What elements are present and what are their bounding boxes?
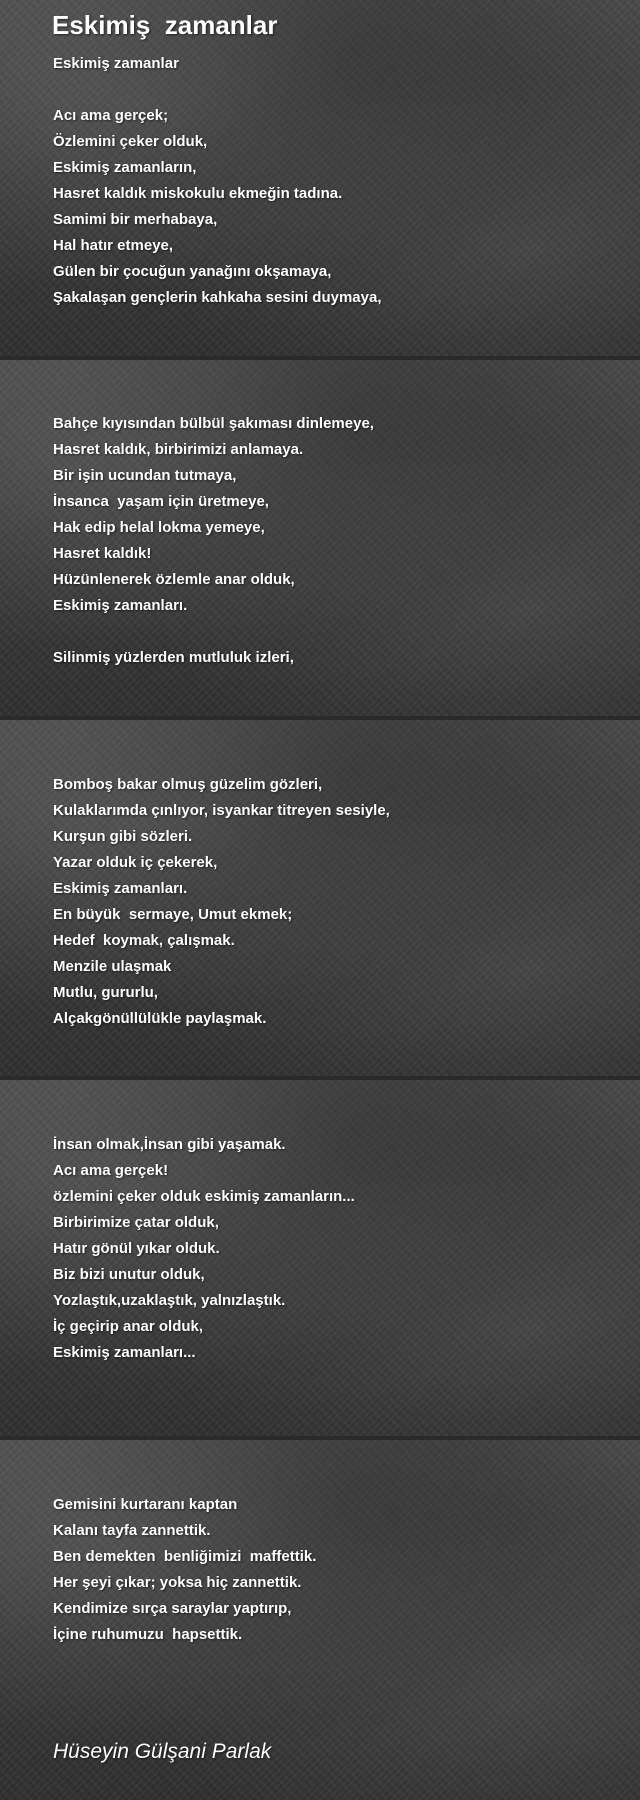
poem-line: En büyük sermaye, Umut ekmek;	[53, 906, 293, 923]
poem-line: Hedef koymak, çalışmak.	[53, 932, 235, 949]
poem-line: Gülen bir çocuğun yanağını okşamaya,	[53, 263, 332, 280]
poem-author: Hüseyin Gülşani Parlak	[53, 1740, 272, 1763]
poem-line: Bomboş bakar olmuş güzelim gözleri,	[53, 776, 323, 793]
poem-panel-4	[0, 1080, 640, 1436]
poem-line: Bahçe kıyısından bülbül şakıması dinlemeye,	[53, 415, 374, 432]
poem-line: özlemini çeker olduk eskimiş zamanların...	[53, 1188, 355, 1205]
poem-title: Eskimiş zamanlar	[52, 10, 278, 40]
poem-line: İnsanca yaşam için üretmeye,	[53, 493, 269, 510]
stanza-2	[53, 411, 374, 671]
poem-line: İç geçirip anar olduk,	[53, 1318, 204, 1335]
poem-line: Ben demekten benliğimizi maffettik.	[53, 1548, 317, 1565]
poem-line: Şakalaşan gençlerin kahkaha sesini duymaya,	[53, 289, 382, 306]
poem-panel-3	[0, 720, 640, 1076]
stanza-1	[53, 51, 382, 311]
poem-line: Acı ama gerçek;	[53, 107, 169, 124]
poem-line: Hatır gönül yıkar olduk.	[53, 1240, 220, 1257]
stanza-5	[53, 1492, 316, 1648]
poem-line: Bir işin ucundan tutmaya,	[53, 467, 237, 484]
poem-line: Her şeyi çıkar; yoksa hiç zannettik.	[53, 1574, 302, 1591]
poem-line: Hasret kaldık miskokulu ekmeğin tadına.	[53, 185, 343, 202]
poem-line: Yazar olduk iç çekerek,	[53, 854, 218, 871]
poem-line: Eskimiş zamanları.	[53, 597, 188, 614]
poem-line: Kulaklarımda çınlıyor, isyankar titreyen sesiyle,	[53, 802, 390, 819]
poem-line: Özlemini çeker olduk,	[53, 133, 208, 150]
stanza-4	[53, 1132, 355, 1366]
poem-line: Kurşun gibi sözleri.	[53, 828, 193, 845]
poem-line: Yozlaştık,uzaklaştık, yalnızlaştık.	[53, 1292, 286, 1309]
poem-line: Gemisini kurtaranı kaptan	[53, 1496, 238, 1513]
poem-line: İçine ruhumuzu hapsettik.	[53, 1626, 243, 1643]
poem-line: Birbirimize çatar olduk,	[53, 1214, 219, 1231]
poem-line: Biz bizi unutur olduk,	[53, 1266, 205, 1283]
poem-panel-2	[0, 360, 640, 716]
poem-line: Silinmiş yüzlerden mutluluk izleri,	[53, 649, 294, 666]
poem-panel-1	[0, 0, 640, 356]
poem-line: Hüzünlenerek özlemle anar olduk,	[53, 571, 295, 588]
poem-line: Kendimize sırça saraylar yaptırıp,	[53, 1600, 292, 1617]
poem-panel-5	[0, 1440, 640, 1800]
poem-line: Eskimiş zamanlar	[53, 55, 179, 72]
poem-line	[53, 77, 382, 103]
poem-line: Kalanı tayfa zannettik.	[53, 1522, 211, 1539]
poem-line: Eskimiş zamanların,	[53, 159, 197, 176]
poem-line: Menzile ulaşmak	[53, 958, 172, 975]
poem-line: Hasret kaldık, birbirimizi anlamaya.	[53, 441, 304, 458]
poem-line: Eskimiş zamanları.	[53, 880, 188, 897]
poem-line: Hasret kaldık!	[53, 545, 152, 562]
poem-line: Eskimiş zamanları...	[53, 1344, 196, 1361]
poem-line: Acı ama gerçek!	[53, 1162, 169, 1179]
stanza-3	[53, 772, 390, 1032]
poem-line: Mutlu, gururlu,	[53, 984, 158, 1001]
poem-line: Alçakgönüllülükle paylaşmak.	[53, 1010, 267, 1027]
poem-line: İnsan olmak,İnsan gibi yaşamak.	[53, 1136, 286, 1153]
poem-line	[53, 619, 374, 645]
poem-line: Hak edip helal lokma yemeye,	[53, 519, 265, 536]
poem-line: Samimi bir merhabaya,	[53, 211, 218, 228]
poem-line: Hal hatır etmeye,	[53, 237, 174, 254]
